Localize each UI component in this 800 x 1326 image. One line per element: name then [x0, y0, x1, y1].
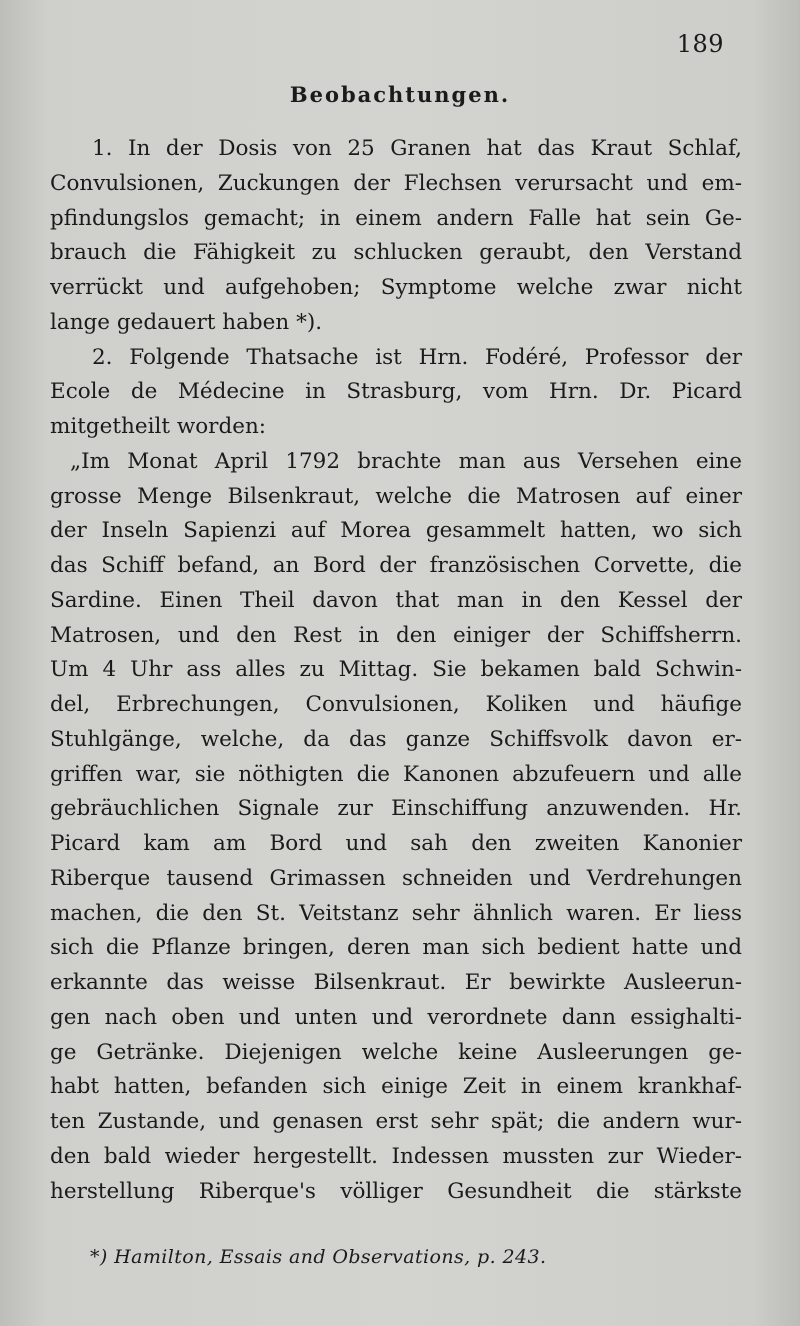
text-line: gebräuchlichen Signale zur Einschiffung anzuwenden. Hr.	[50, 796, 742, 822]
text-line: verrückt und aufgehoben; Symptome welche zwar nicht	[50, 275, 742, 300]
text-line: das Schiff befand, an Bord der französischen Corvette, die	[50, 553, 742, 578]
page-number: 189	[676, 30, 724, 58]
text-line: brauch die Fähigkeit zu schlucken geraubt, den Verstand	[50, 240, 742, 266]
section-heading: Beobachtungen.	[289, 82, 511, 107]
text-line: Sardine. Einen Theil davon that man in den Kessel der	[50, 587, 742, 613]
text-line: del, Erbrechungen, Convulsionen, Koliken und häufige	[50, 692, 742, 717]
text-line: Stuhlgänge, welche, da das ganze Schiffsvolk davon er-	[50, 726, 742, 752]
text-line: ten Zustande, und genasen erst sehr spät; die andern wur-	[50, 1109, 742, 1134]
text-line: Picard kam am Bord und sah den zweiten Kanonier	[50, 831, 742, 856]
text-line: gen nach oben und unten und verordnete dann essighalti-	[50, 1004, 742, 1030]
text-line: Matrosen, und den Rest in den einiger der Schiffsherrn.	[50, 622, 742, 648]
body-text	[50, 132, 742, 1209]
text-line: sich die Pflanze bringen, deren man sich bedient hatte und	[50, 935, 742, 961]
text-line: herstellung Riberque's völliger Gesundheit die stärkste	[50, 1178, 742, 1204]
text-line: habt hatten, befanden sich einige Zeit in einem krankhaf-	[50, 1074, 742, 1100]
text-line: mitgetheilt worden:	[50, 414, 267, 439]
text-line: pfindungslos gemacht; in einem andern Falle hat sein Ge-	[50, 205, 742, 231]
text-line: 1. In der Dosis von 25 Granen hat das Kraut Schlaf,	[92, 136, 742, 161]
text-line: Ecole de Médecine in Strasburg, vom Hrn. Dr. Picard	[50, 379, 742, 405]
text-line: ge Getränke. Diejenigen welche keine Ausleerungen ge-	[50, 1039, 742, 1065]
text-line: erkannte das weisse Bilsenkraut. Er bewirkte Ausleerun-	[50, 970, 742, 995]
text-line: griffen war, sie nöthigten die Kanonen abzufeuern und alle	[50, 761, 742, 787]
text-line: grosse Menge Bilsenkraut, welche die Matrosen auf einer	[50, 483, 742, 509]
text-line: lange gedauert haben *).	[50, 309, 323, 335]
text-line: „Im Monat April 1792 brachte man aus Versehen eine	[70, 448, 742, 474]
text-line: Convulsionen, Zuckungen der Flechsen verursacht und em-	[50, 170, 742, 196]
text-line: den bald wieder hergestellt. Indessen mussten zur Wieder-	[50, 1143, 742, 1169]
text-line: der Inseln Sapienzi auf Morea gesammelt hatten, wo sich	[50, 518, 742, 544]
text-line: Riberque tausend Grimassen schneiden und Verdrehungen	[50, 865, 742, 891]
footnote: *) Hamilton, Essais and Observations, p. 243.	[90, 1246, 547, 1268]
text-line: machen, die den St. Veitstanz sehr ähnlich waren. Er liess	[50, 900, 742, 926]
text-line: Um 4 Uhr ass alles zu Mittag. Sie bekamen bald Schwin-	[50, 657, 742, 683]
text-line: 2. Folgende Thatsache ist Hrn. Fodéré, Professor der	[92, 344, 742, 370]
